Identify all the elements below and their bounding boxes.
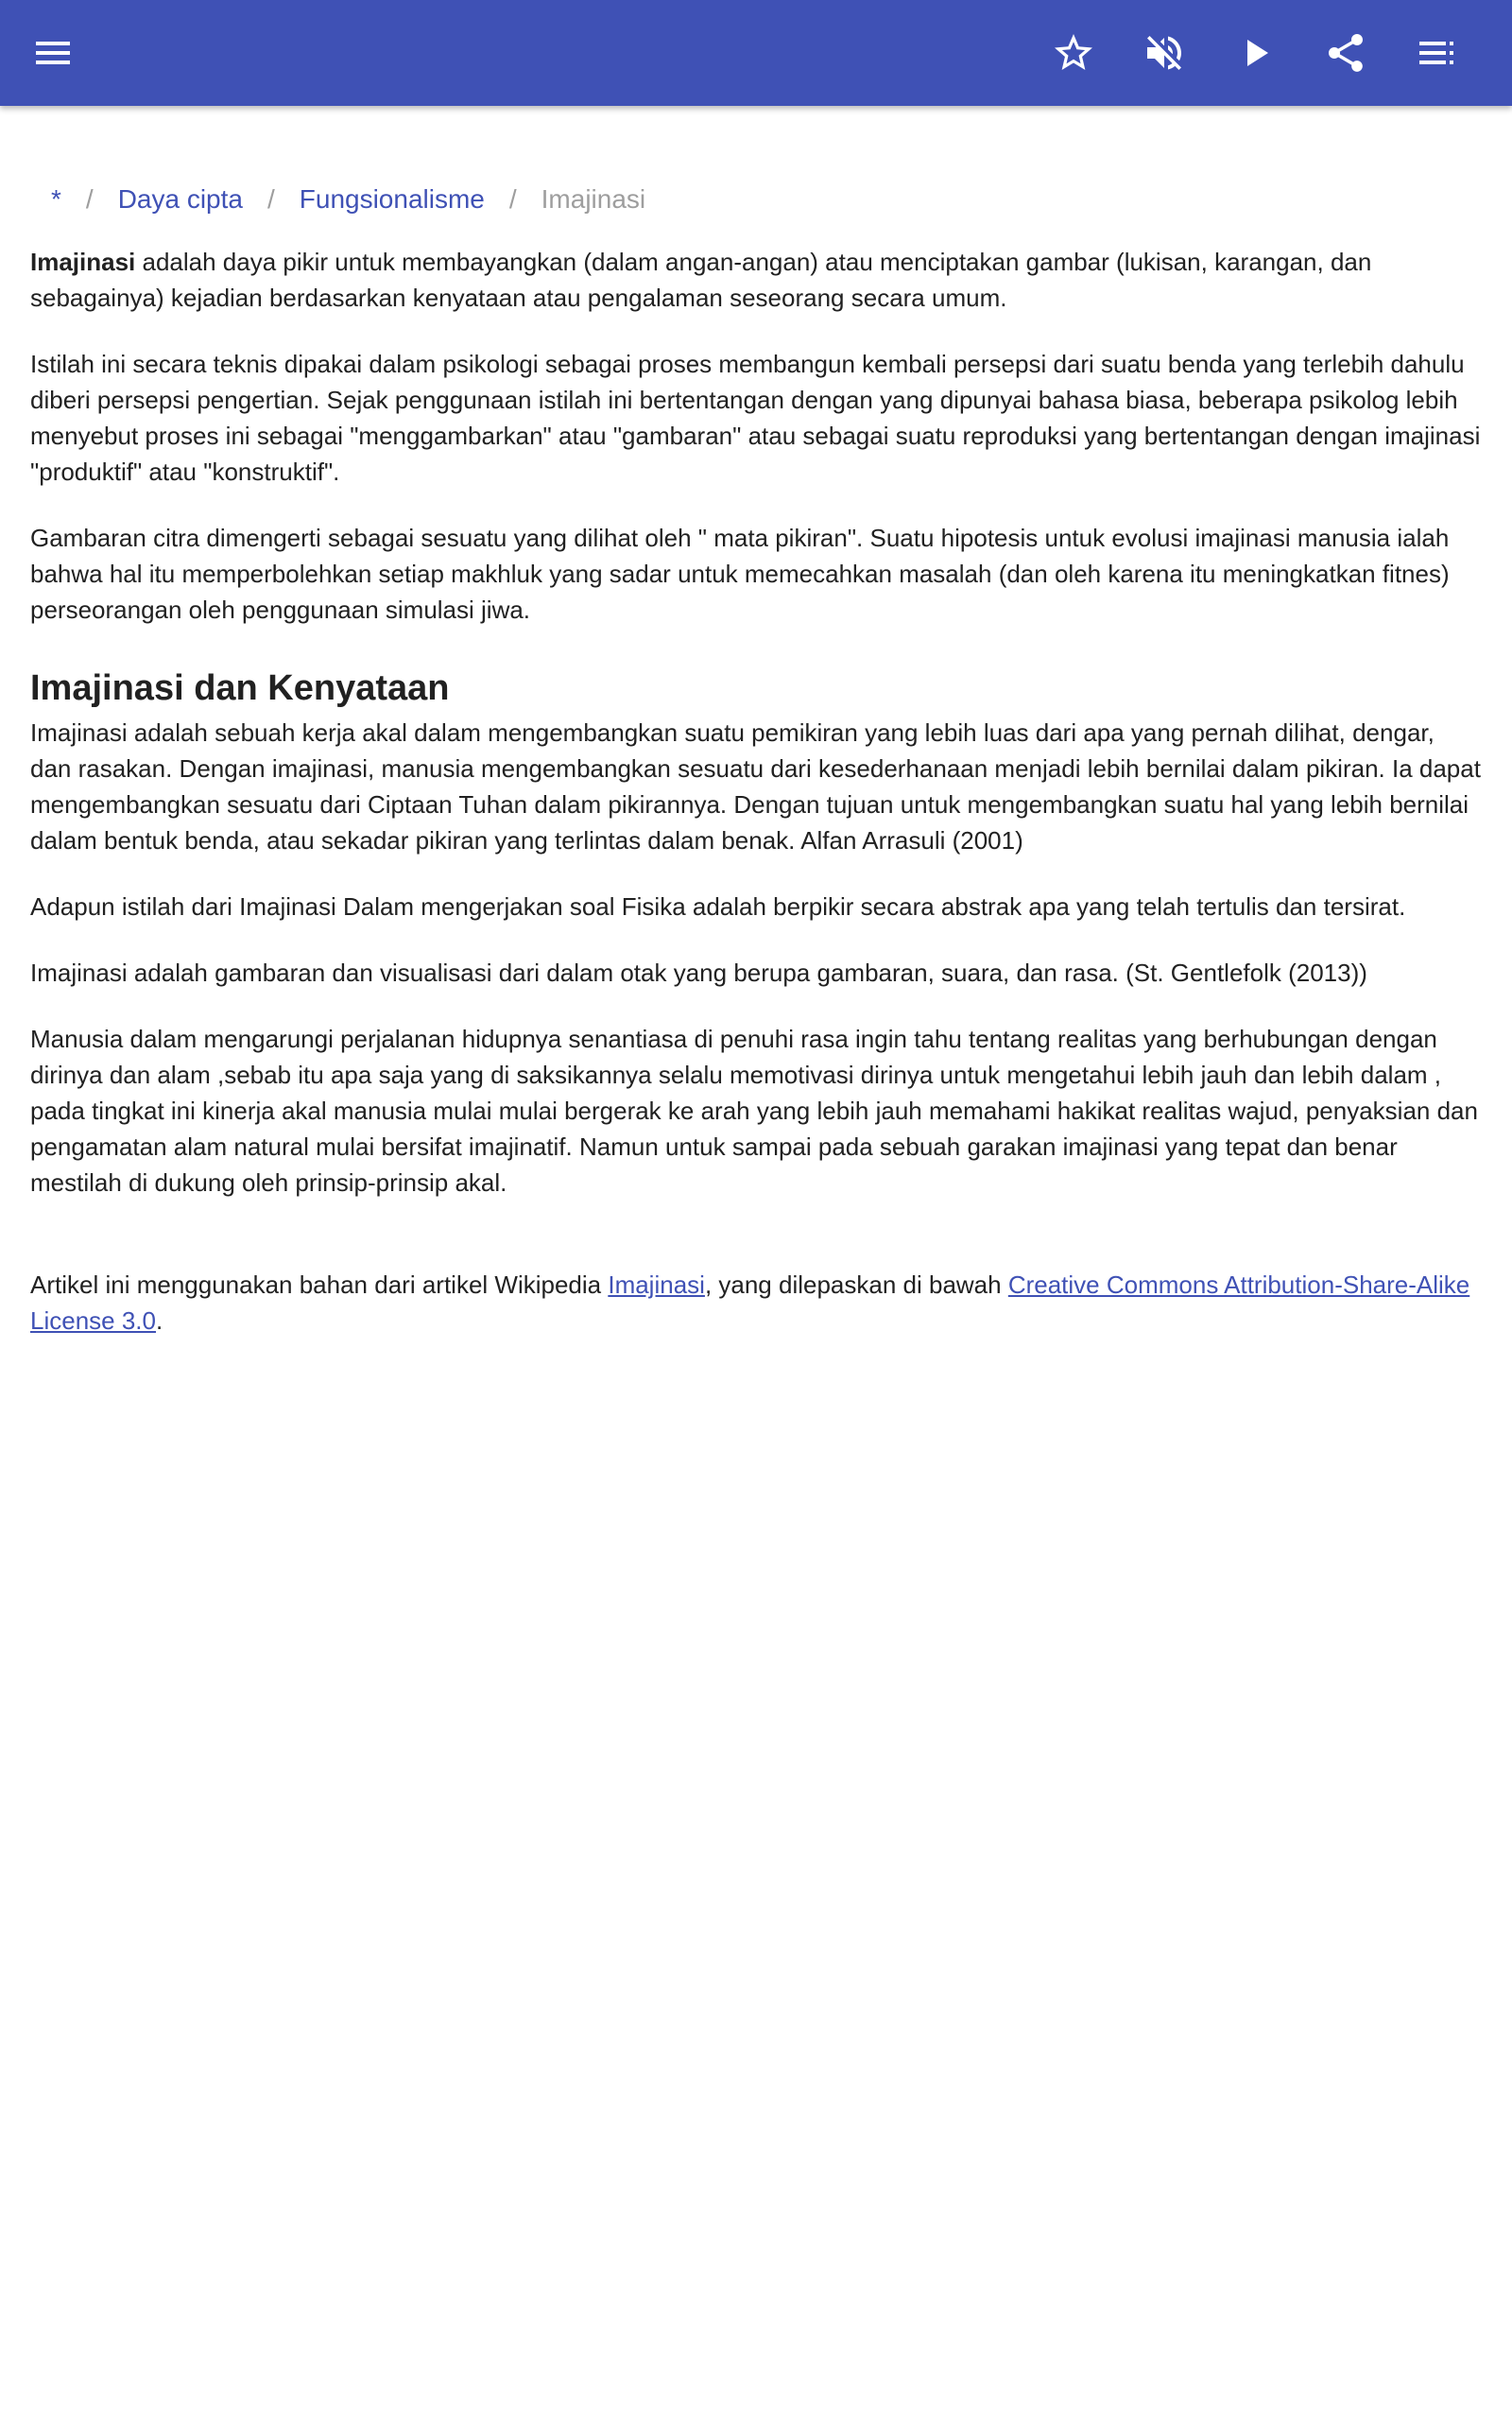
attribution-note: [30, 1267, 1482, 1339]
paragraph: Istilah ini secara teknis dipakai dalam psikologi sebagai proses membangun kembali persepsi dari suatu benda yang terlebih dahulu diberi persepsi pengertian. Sejak penggunaan istilah ini bertentangan dengan yang dipunyai bahasa biasa, beberapa psikolog lebih menyebut proses ini sebagai "menggambarkan" atau "gambaran" atau sebagai suatu reproduksi yang bertentangan dengan imajinasi "produktif" atau "konstruktif".: [30, 350, 1481, 486]
attribution-suffix: .: [155, 1306, 163, 1335]
breadcrumb-current: Imajinasi: [541, 184, 646, 214]
paragraph: Adapun istilah dari Imajinasi Dalam mengerjakan soal Fisika adalah berpikir secara abstrak apa yang telah tertulis dan tersirat.: [30, 892, 1406, 921]
breadcrumb-separator: /: [85, 184, 94, 214]
paragraph: Imajinasi adalah sebuah kerja akal dalam mengembangkan suatu pemikiran yang lebih luas dari apa yang pernah dilihat, dengar, dan rasakan. Dengan imajinasi, manusia mengembangkan sesuatu dari kesederhanaan menjadi lebih bernilai dalam pikiran. Ia dapat mengembangkan sesuatu dari Ciptaan Tuhan dalam pikirannya. Dengan tujuan untuk mengembangkan suatu hal yang lebih bernilai dalam bentuk benda, atau sekadar pikiran yang terlintas dalam benak. Alfan Arrasuli (2001): [30, 718, 1481, 855]
license-link[interactable]: Creative Commons Attribution-Share-Alike License 3.0: [30, 1270, 1470, 1335]
breadcrumb-separator: /: [266, 184, 275, 214]
section-heading: Imajinasi dan Kenyataan: [30, 668, 450, 708]
play-icon[interactable]: [1227, 25, 1283, 81]
share-icon[interactable]: [1317, 25, 1374, 81]
attribution-middle: , yang dilepaskan di bawah: [704, 1270, 1008, 1299]
list-icon[interactable]: [1408, 25, 1465, 81]
app-bar: [0, 0, 1512, 106]
paragraph: Manusia dalam mengarungi perjalanan hidupnya senantiasa di penuhi rasa ingin tahu tentang realitas yang berhubungan dengan dirinya dan alam ,sebab itu apa saja yang di saksikannya selalu memotivasi dirinya untuk mengetahui lebih jauh dan lebih dalam , pada tingkat ini kinerja akal manusia mulai mulai bergerak ke arah yang lebih jauh memahami hakikat realitas wajud, penyaksian dan pengamatan alam natural mulai bersifat imajinatif. Namun untuk sampai pada sebuah garakan imajinasi yang tepat dan benar mestilah di dukung oleh prinsip-prinsip akal.: [30, 1025, 1478, 1197]
paragraph: Imajinasi adalah gambaran dan visualisasi dari dalam otak yang berupa gambaran, suara, dan rasa. (St. Gentlefolk (2013)): [30, 959, 1367, 987]
breadcrumb-item-root[interactable]: *: [51, 184, 61, 214]
star-outline-icon[interactable]: [1045, 25, 1102, 81]
intro-paragraph: [30, 244, 1482, 316]
article-content: [30, 106, 1482, 1369]
breadcrumb-item-daya-cipta[interactable]: Daya cipta: [117, 184, 243, 214]
wikipedia-article-link[interactable]: Imajinasi: [608, 1270, 705, 1299]
intro-text: adalah daya pikir untuk membayangkan (dalam angan-angan) atau menciptakan gambar (lukisan, karangan, dan sebagainya) kejadian berdasarkan kenyataan atau pengalaman seseorang secara umum.: [30, 248, 1372, 312]
attribution-prefix: Artikel ini menggunakan bahan dari artikel Wikipedia: [30, 1270, 609, 1299]
breadcrumb-item-fungsionalisme[interactable]: Fungsionalisme: [299, 184, 485, 214]
paragraph: Gambaran citra dimengerti sebagai sesuatu yang dilihat oleh " mata pikiran". Suatu hipotesis untuk evolusi imajinasi manusia ialah bahwa hal itu memperbolehkan setiap makhluk yang sadar untuk memecahkan masalah (dan oleh karena itu meningkatkan fitnes) perseorangan oleh penggunaan simulasi jiwa.: [30, 524, 1450, 624]
breadcrumb: [30, 166, 1482, 233]
breadcrumb-separator: /: [508, 184, 517, 214]
menu-icon[interactable]: [25, 25, 81, 81]
volume-off-icon[interactable]: [1136, 25, 1193, 81]
intro-term: Imajinasi: [30, 248, 136, 276]
